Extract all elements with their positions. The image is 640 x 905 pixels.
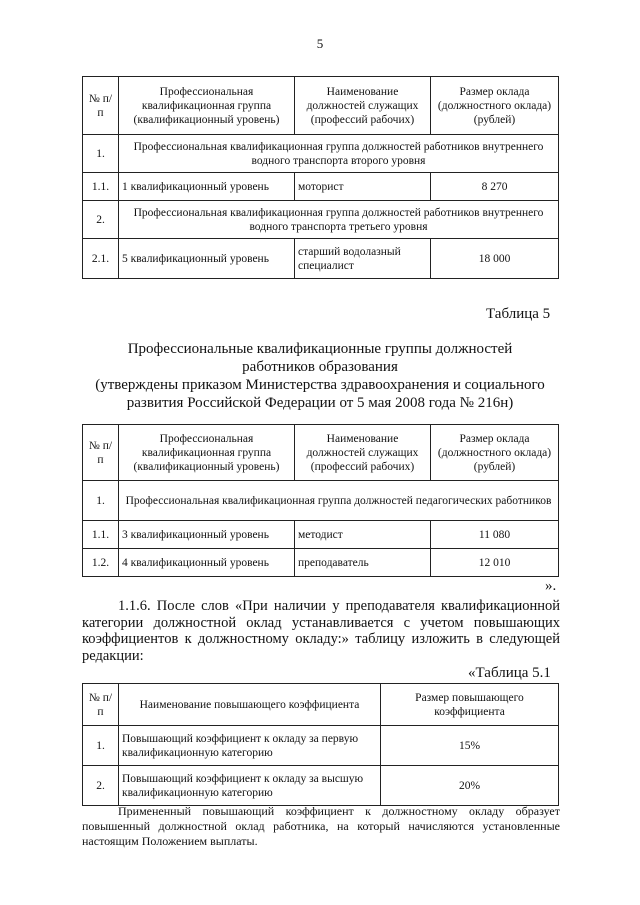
header-number: № п/п [83, 684, 119, 726]
header-coefficient-size: Размер повышающего коэффициента [381, 684, 559, 726]
salary-table-education [82, 424, 559, 577]
row-number: 1. [83, 726, 119, 766]
heading-line: развития Российской Федерации от 5 мая 2008 года № 216н) [126, 395, 514, 411]
closing-quote: ». [545, 578, 557, 594]
header-salary: Размер оклада (должностного оклада) (рублей) [431, 77, 559, 135]
page-number: 5 [316, 36, 324, 51]
table-row [83, 135, 559, 173]
table-caption: «Таблица 5.1 [468, 665, 551, 681]
row-number: 2. [83, 201, 119, 239]
coefficient-value: 15% [381, 726, 559, 766]
header-number: № п/п [83, 77, 119, 135]
coefficient-table [82, 683, 559, 806]
group-title: Профессиональная квалификационная группа должностей работников внутреннего водного транспорта третьего уровня [119, 201, 559, 239]
row-number: 1. [83, 135, 119, 173]
table-header-row [83, 684, 559, 726]
coefficient-value: 20% [381, 766, 559, 806]
group-title: Профессиональная квалификационная группа должностей педагогических работников [119, 481, 559, 521]
table-row [83, 481, 559, 521]
position-name: старший водолазный специалист [295, 239, 431, 279]
coefficient-note [82, 804, 560, 849]
salary-value: 11 080 [431, 521, 559, 549]
table-row [83, 201, 559, 239]
qualification-level: 4 квалификационный уровень [119, 549, 295, 577]
position-name: моторист [295, 173, 431, 201]
qualification-level: 5 квалификационный уровень [119, 239, 295, 279]
row-number: 1.1. [83, 173, 119, 201]
qualification-level: 3 квалификационный уровень [119, 521, 295, 549]
table-heading [60, 340, 580, 412]
row-number: 1.2. [83, 549, 119, 577]
header-position: Наименование должностей служащих (профессий рабочих) [295, 425, 431, 481]
header-position: Наименование должностей служащих (профессий рабочих) [295, 77, 431, 135]
header-salary: Размер оклада (должностного оклада) (рублей) [431, 425, 559, 481]
heading-line: (утверждены приказом Министерства здравоохранения и социального [95, 377, 545, 393]
coefficient-name: Повышающий коэффициент к окладу за высшую квалификационную категорию [119, 766, 381, 806]
paragraph-text: 1.1.6. После слов «При наличии у преподавателя квалификационной категории должностной оклад устанавливается с учетом повышающих коэффициентов к должностному окладу:» таблицу изложить в следующей редакции: [82, 598, 560, 664]
table-caption: Таблица 5 [486, 306, 551, 322]
table-row [83, 726, 559, 766]
salary-value: 18 000 [431, 239, 559, 279]
group-title: Профессиональная квалификационная группа должностей работников внутреннего водного транспорта второго уровня [119, 135, 559, 173]
header-number: № п/п [83, 425, 119, 481]
position-name: преподаватель [295, 549, 431, 577]
table-row [83, 239, 559, 279]
table-row [83, 521, 559, 549]
header-group: Профессиональная квалификационная группа (квалификационный уровень) [119, 77, 295, 135]
row-number: 1.1. [83, 521, 119, 549]
amendment-paragraph [82, 598, 560, 664]
row-number: 1. [83, 481, 119, 521]
position-name: методист [295, 521, 431, 549]
header-coefficient-name: Наименование повышающего коэффициента [119, 684, 381, 726]
row-number: 2.1. [83, 239, 119, 279]
note-text: Примененный повышающий коэффициент к должностному окладу образует повышенный должностной оклад работника, на который начисляются установленные настоящим Положением выплаты. [82, 804, 560, 848]
salary-value: 8 270 [431, 173, 559, 201]
heading-line: Профессиональные квалификационные группы должностей [127, 341, 513, 357]
salary-value: 12 010 [431, 549, 559, 577]
table-row [83, 173, 559, 201]
table-header-row [83, 425, 559, 481]
header-group: Профессиональная квалификационная группа (квалификационный уровень) [119, 425, 295, 481]
table-row [83, 766, 559, 806]
salary-table-transport [82, 76, 559, 279]
heading-line: работников образования [242, 359, 398, 375]
coefficient-name: Повышающий коэффициент к окладу за первую квалификационную категорию [119, 726, 381, 766]
row-number: 2. [83, 766, 119, 806]
table-row [83, 549, 559, 577]
table-header-row [83, 77, 559, 135]
qualification-level: 1 квалификационный уровень [119, 173, 295, 201]
